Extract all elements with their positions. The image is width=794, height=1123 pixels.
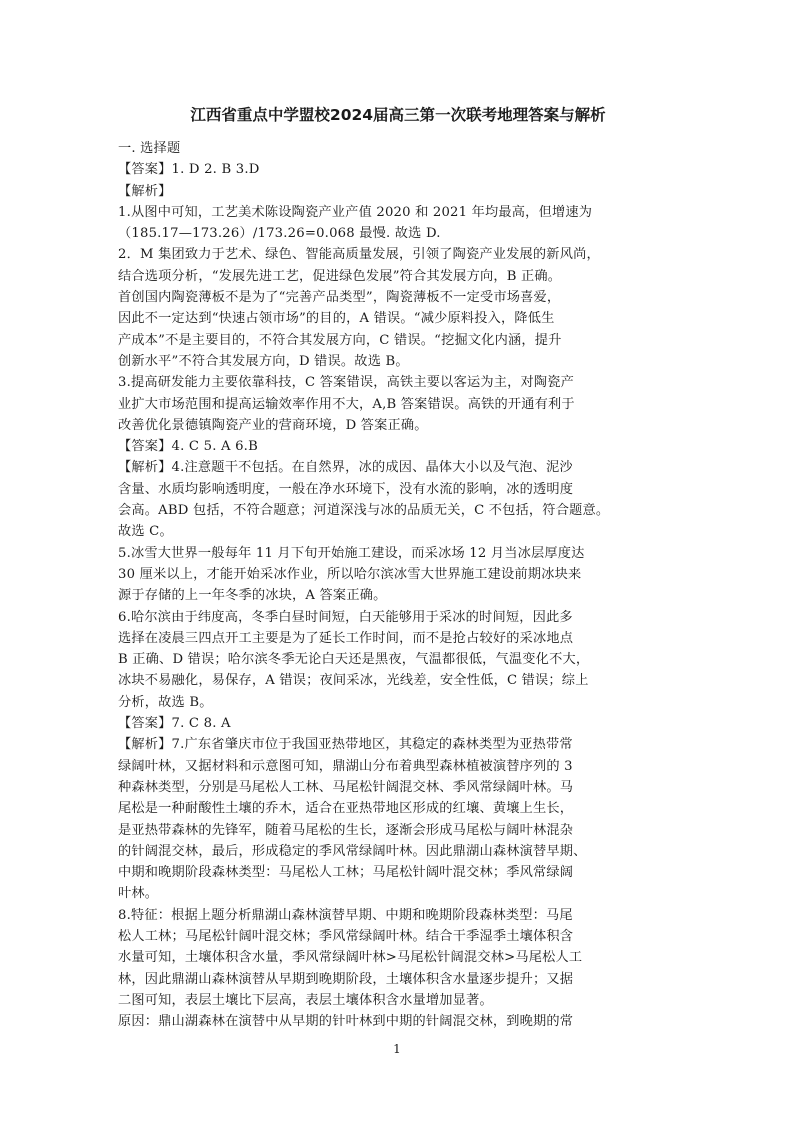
text-line: 8.特征：根据上题分析鼎湖山森林演替早期、中期和晚期阶段森林类型：马尾: [118, 907, 573, 923]
text-line: 30 厘米以上，才能开始采冰作业，所以哈尔滨冰雪大世界施工建设前期冰块来: [118, 566, 582, 582]
text-line: 中期和晚期阶段森林类型：马尾松人工林；马尾松针阔叶混交林；季风常绿阔: [118, 865, 574, 881]
text-line: 冰块不易融化，易保存，A 错误；夜间采冰，光线差，安全性低，C 错误；综上: [118, 673, 589, 689]
text-line: 一. 选择题: [118, 141, 181, 156]
text-line: 【答案】1. D 2. B 3.D: [118, 162, 260, 178]
text-line: 原因：鼎山湖森林在演替中从早期的针叶林到中期的针阔混交林，到晚期的常: [118, 1014, 574, 1030]
text-line: 故选 C。: [118, 524, 173, 540]
text-line: B 正确、D 错误；哈尔滨冬季无论白天还是黑夜，气温都很低，气温变化不大，: [118, 652, 590, 668]
document-title: 江西省重点中学盟校2024届高三第一次联考地理答案与解析: [190, 106, 606, 124]
page-number: 1: [393, 1042, 401, 1056]
text-line: 林，因此鼎湖山森林演替从早期到晚期阶段，土壤体积含水量逐步提升；又据: [118, 971, 574, 987]
text-line: 选择在凌晨三四点开工主要是为了延长工作时间，而不是抢占较好的采冰地点: [118, 630, 574, 646]
text-line: 松人工林；马尾松针阔叶混交林；季风常绿阔叶林。结合干季湿季土壤体积含: [118, 928, 574, 944]
text-line: 分析，故选 B。: [118, 694, 213, 710]
text-line: 种森林类型，分别是马尾松人工林、马尾松针阔混交林、季风常绿阔叶林。马: [118, 779, 574, 795]
text-line: 的针阔混交林，最后，形成稳定的季风常绿阔叶林。因此鼎湖山森林演替早期、: [118, 843, 587, 859]
text-line: 因此不一定达到“快速占领市场”的目的，A 错误。“减少原料投入，降低生: [118, 311, 555, 327]
text-line: 结合选项分析，“发展先进工艺，促进绿色发展”符合其发展方向，B 正确。: [118, 268, 562, 284]
text-line: 6.哈尔滨由于纬度高，冬季白昼时间短，白天能够用于采冰的时间短，因此多: [118, 609, 573, 625]
text-line: 业扩大市场范围和提高运输效率作用不大，A,B 答案错误。高铁的开通有利于: [118, 396, 575, 412]
text-line: 2．M 集团致力于艺术、绿色、智能高质量发展，引领了陶瓷产业发展的新风尚，: [118, 247, 600, 263]
text-line: 叶林。: [118, 886, 159, 902]
document-body: [118, 138, 678, 1032]
text-line: 源于存储的上一年冬季的冰块，A 答案正确。: [118, 588, 387, 604]
text-line: 绿阔叶林，又据材料和示意图可知，鼎湖山分布着典型森林植被演替序列的 3: [118, 758, 573, 774]
text-line: 产成本”不是主要目的，不符合其发展方向，C 错误。“挖掘文化内涵，提升: [118, 332, 562, 348]
text-line: 1.从图中可知，工艺美术陈设陶瓷产业产值 2020 和 2021 年均最高，但增速为: [118, 204, 593, 220]
text-line: 【解析】7.广东省肇庆市位于我国亚热带地区，其稳定的森林类型为亚热带常: [118, 737, 573, 753]
text-line: 5.冰雪大世界一般每年 11 月下旬开始施工建设，而采冰场 12 月当冰层厚度达: [118, 545, 585, 561]
text-line: 会高。ABD 包括，不符合题意；河道深浅与冰的品质无关，C 不包括，符合题意。: [118, 503, 610, 519]
text-line: 【答案】4. C 5. A 6.B: [118, 439, 258, 455]
text-line: 二图可知，表层土壤比下层高，表层土壤体积含水量增加显著。: [118, 992, 493, 1008]
document-page: [118, 104, 678, 1032]
text-line: 【解析】: [118, 183, 172, 199]
text-line: 【答案】7. C 8. A: [118, 716, 231, 732]
text-line: （185.17—173.26）/173.26=0.068 最慢. 故选 D.: [118, 226, 441, 242]
text-line: 3.提高研发能力主要依靠科技，C 答案错误，高铁主要以客运为主，对陶瓷产: [118, 375, 575, 391]
text-line: 尾松是一种耐酸性土壤的乔木，适合在亚热带地区形成的红壤、黄壤上生长，: [118, 801, 574, 817]
text-line: 首创国内陶瓷薄板不是为了“完善产品类型”，陶瓷薄板不一定受市场喜爱，: [118, 290, 561, 306]
text-line: 【解析】4.注意题干不包括。在自然界，冰的成因、晶体大小以及气泡、泥沙: [118, 460, 573, 476]
text-line: 是亚热带森林的先锋军，随着马尾松的生长，逐渐会形成马尾松与阔叶林混杂: [118, 822, 574, 838]
text-line: 创新水平”不符合其发展方向，D 错误。故选 B。: [118, 353, 409, 369]
text-line: 改善优化景德镇陶瓷产业的营商环境，D 答案正确。: [118, 417, 428, 433]
text-line: 水量可知，土壤体积含水量，季风常绿阔叶林>马尾松针阔混交林>马尾松人工: [118, 950, 583, 966]
text-line: 含量、水质均影响透明度，一般在净水环境下，没有水流的影响，冰的透明度: [118, 481, 574, 497]
